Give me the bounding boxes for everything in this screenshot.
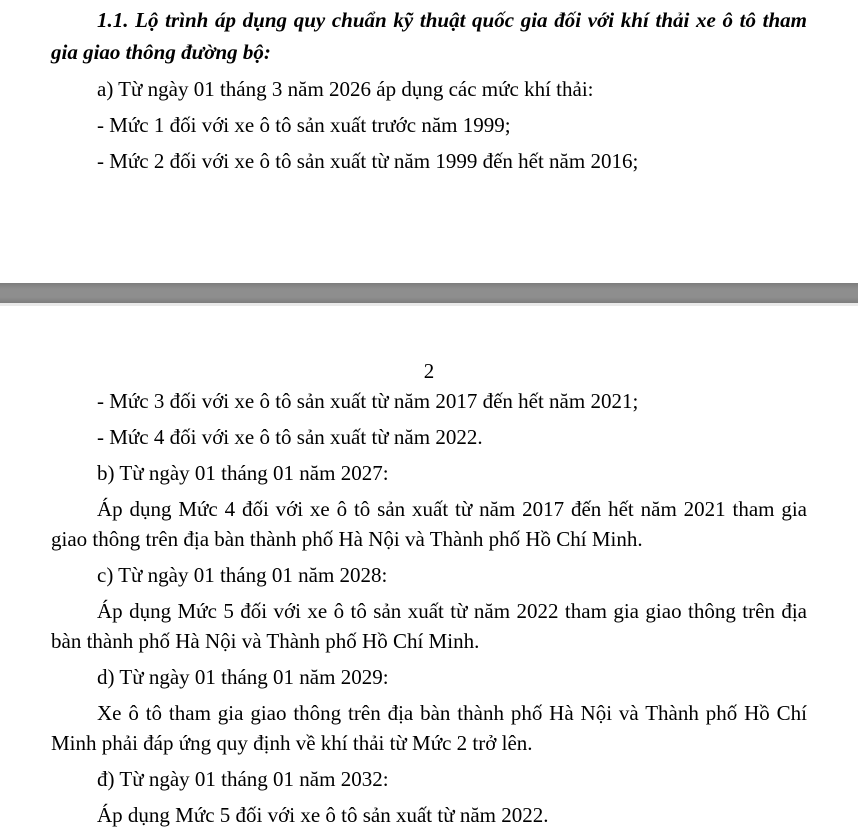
doc-paragraph: Áp dụng Mức 4 đối với xe ô tô sản xuất từ năm 2017 đến hết năm 2021 tham gia giao thông trên địa bàn thành phố Hà Nội và Thành phố Hồ Chí Minh. (51, 497, 807, 551)
doc-paragraph: Áp dụng Mức 5 đối với xe ô tô sản xuất từ năm 2022 tham gia giao thông trên địa bàn thành phố Hà Nội và Thành phố Hồ Chí Minh. (51, 599, 807, 653)
doc-paragraph: c) Từ ngày 01 tháng 01 năm 2028: (97, 563, 388, 587)
doc-paragraph: - Mức 3 đối với xe ô tô sản xuất từ năm 2017 đến hết năm 2021; (97, 389, 639, 413)
doc-paragraph: a) Từ ngày 01 tháng 3 năm 2026 áp dụng các mức khí thải: (97, 77, 594, 101)
doc-paragraph: Xe ô tô tham gia giao thông trên địa bàn thành phố Hà Nội và Thành phố Hồ Chí Minh phải đáp ứng quy định về khí thải từ Mức 2 trở lên. (51, 701, 807, 755)
page-separator (0, 283, 858, 306)
page-2 (0, 306, 858, 830)
doc-paragraph: đ) Từ ngày 01 tháng 01 năm 2032: (97, 767, 389, 791)
doc-paragraph: - Mức 2 đối với xe ô tô sản xuất từ năm 1999 đến hết năm 2016; (97, 149, 639, 173)
doc-paragraph: d) Từ ngày 01 tháng 01 năm 2029: (97, 665, 389, 689)
section-heading: 1.1. Lộ trình áp dụng quy chuẩn kỹ thuật quốc gia đối với khí thải xe ô tô tham gia giao thông đường bộ: (51, 8, 807, 64)
doc-paragraph: - Mức 1 đối với xe ô tô sản xuất trước năm 1999; (97, 113, 511, 137)
doc-paragraph: b) Từ ngày 01 tháng 01 năm 2027: (97, 461, 389, 485)
page-number: 2 (423, 359, 435, 383)
doc-paragraph: Áp dụng Mức 5 đối với xe ô tô sản xuất từ năm 2022. (97, 803, 549, 827)
doc-paragraph: - Mức 4 đối với xe ô tô sản xuất từ năm 2022. (97, 425, 483, 449)
page-1 (0, 0, 858, 176)
